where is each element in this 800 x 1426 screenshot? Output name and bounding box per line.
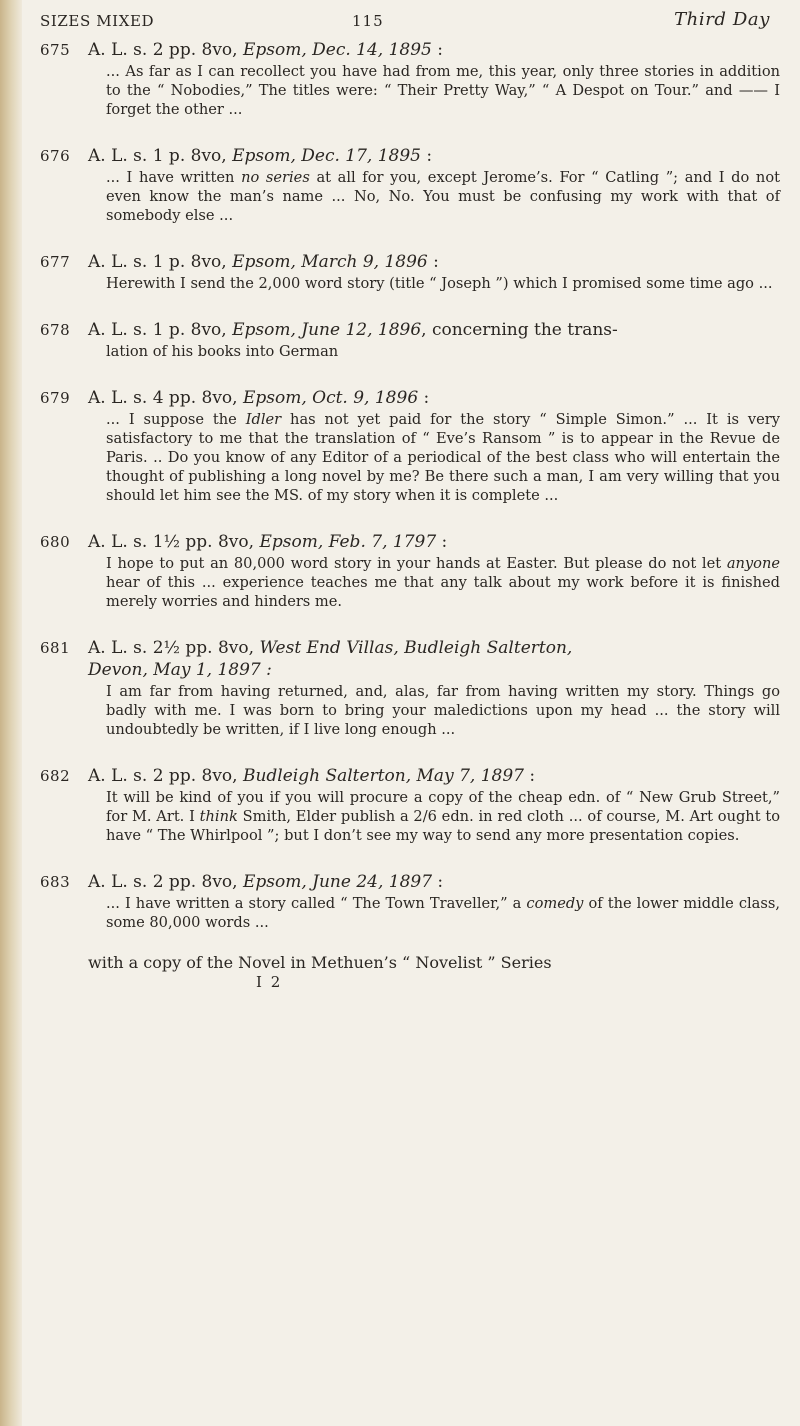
entry-excerpt bbox=[88, 410, 780, 505]
excerpt-text: It will be kind of you if you will procure a copy of the cheap edn. of “ New Grub Street,” for M. Art. I bbox=[106, 789, 780, 825]
entry-heading-suffix: : bbox=[523, 766, 536, 786]
entry-excerpt bbox=[88, 168, 780, 225]
entry-heading bbox=[88, 146, 780, 166]
catalogue-entry bbox=[40, 40, 780, 119]
entry-format: A. L. s. 1½ pp. 8vo, bbox=[88, 532, 260, 552]
lot-number: 676 bbox=[40, 147, 71, 165]
excerpt-text: ... I have written bbox=[106, 169, 242, 186]
catalogue-entry bbox=[40, 388, 780, 505]
entry-format: A. L. s. 2 pp. 8vo, bbox=[88, 872, 243, 892]
entry-excerpt bbox=[88, 894, 780, 932]
catalogue-entries bbox=[40, 40, 780, 991]
entry-place-date: Epsom, Feb. 7, 1797 bbox=[259, 532, 437, 552]
entry-heading bbox=[88, 388, 780, 408]
entry-heading bbox=[88, 532, 780, 552]
entry-heading-suffix: : bbox=[421, 146, 433, 166]
entry-heading bbox=[88, 40, 780, 60]
excerpt-emphasis: anyone bbox=[726, 555, 780, 572]
excerpt-text: of the lower middle class, some 80,000 words ... bbox=[106, 895, 781, 931]
excerpt-text: at all for you, except Jerome’s. For “ Catling ”; and I do not even know the man’s name ... No, No. You must be confusing my work with that of somebody else ... bbox=[106, 169, 780, 224]
entry-heading bbox=[88, 638, 780, 658]
entry-heading-suffix: : bbox=[418, 388, 430, 408]
excerpt-text: hear of this ... experience teaches me that any talk about my work before it is finished merely worries and hinders me. bbox=[106, 574, 780, 610]
entry-excerpt bbox=[88, 554, 780, 611]
excerpt-emphasis: comedy bbox=[526, 895, 584, 912]
entry-heading-line2 bbox=[88, 660, 780, 680]
lot-number: 682 bbox=[40, 767, 71, 785]
entry-heading bbox=[88, 320, 780, 340]
entry-format: A. L. s. 4 pp. 8vo, bbox=[88, 388, 243, 408]
entry-place-date: West End Villas, Budleigh Salterton, bbox=[259, 638, 573, 658]
lot-number: 683 bbox=[40, 873, 71, 891]
page-number: 115 bbox=[352, 12, 384, 30]
excerpt-text: Herewith I send the 2,000 word story (title “ Joseph ”) which I promised some time ago ... bbox=[106, 275, 773, 292]
excerpt-text: ... I suppose the bbox=[106, 411, 246, 428]
entry-place-date: Epsom, March 9, 1896 bbox=[232, 252, 428, 272]
entry-format: A. L. s. 1 p. 8vo, bbox=[88, 252, 233, 272]
entry-place-date: Epsom, June 24, 1897 bbox=[242, 872, 433, 892]
entry-format: A. L. s. 2 pp. 8vo, bbox=[88, 766, 243, 786]
lot-number: 678 bbox=[40, 321, 71, 339]
entry-continuation: with a copy of the Novel in Methuen’s “ Novelist ” Series bbox=[88, 953, 552, 972]
excerpt-emphasis: think bbox=[199, 808, 238, 825]
entry-place-date: Epsom, Dec. 14, 1895 bbox=[242, 40, 432, 60]
entry-format: A. L. s. 2½ pp. 8vo, bbox=[88, 638, 260, 658]
entry-excerpt bbox=[88, 682, 780, 739]
excerpt-emphasis: no series bbox=[241, 169, 310, 186]
entry-heading bbox=[88, 872, 780, 892]
excerpt-text: lation of his books into German bbox=[106, 343, 339, 360]
page-edge bbox=[0, 0, 22, 1426]
entry-format: A. L. s. 2 pp. 8vo, bbox=[88, 40, 243, 60]
entry-heading bbox=[88, 766, 780, 786]
entry-heading-suffix: : bbox=[431, 40, 444, 60]
entry-place-date: Budleigh Salterton, May 7, 1897 bbox=[242, 766, 524, 786]
catalogue-entry bbox=[40, 146, 780, 225]
entry-excerpt bbox=[88, 788, 780, 845]
excerpt-text: ... As far as I can recollect you have had from me, this year, only three stories in addition to the “ Nobodies,” The titles were: “ Their Pretty Way,” “ A Despot on Tour.” and —— I forget the other ... bbox=[106, 63, 780, 118]
excerpt-emphasis: Idler bbox=[245, 411, 282, 428]
entry-heading-suffix: : bbox=[427, 252, 439, 272]
lot-number: 680 bbox=[40, 533, 71, 551]
entry-place-date-cont: Devon, May 1, 1897 : bbox=[88, 660, 272, 680]
signature-mark: I 2 bbox=[256, 973, 283, 991]
entry-place-date: Epsom, June 12, 1896 bbox=[232, 320, 422, 340]
lot-number: 675 bbox=[40, 41, 71, 59]
lot-number: 681 bbox=[40, 639, 71, 657]
excerpt-text: Smith, Elder publish a 2/6 edn. in red cloth ... of course, M. Art ought to have “ The Whirlpool ”; but I don’t see my way to send any more presentation copies. bbox=[106, 808, 781, 844]
entry-excerpt bbox=[88, 342, 780, 361]
catalogue-entry bbox=[40, 638, 780, 739]
entry-heading-suffix: : bbox=[432, 872, 444, 892]
running-header bbox=[40, 6, 770, 36]
lot-number: 677 bbox=[40, 253, 71, 271]
catalogue-entry bbox=[40, 872, 780, 932]
catalogue-entry bbox=[40, 320, 780, 361]
entry-heading-suffix: , concerning the trans- bbox=[421, 320, 618, 340]
entry-excerpt bbox=[88, 62, 780, 119]
entry-excerpt bbox=[88, 274, 780, 293]
lot-number: 679 bbox=[40, 389, 71, 407]
catalogue-entry bbox=[40, 766, 780, 845]
entry-place-date: Epsom, Oct. 9, 1896 bbox=[242, 388, 419, 408]
entry-format: A. L. s. 1 p. 8vo, bbox=[88, 146, 233, 166]
excerpt-text: I am far from having returned, and, alas, far from having written my story. Things go badly with me. I was born to bring your maledictions upon my head ... the story will undoubtedly be written, if I live long enough ... bbox=[106, 683, 780, 738]
entry-heading-suffix: : bbox=[436, 532, 448, 552]
catalogue-entry bbox=[40, 532, 780, 611]
entry-place-date: Epsom, Dec. 17, 1895 bbox=[232, 146, 421, 166]
catalogue-entry bbox=[40, 252, 780, 293]
excerpt-text: has not yet paid for the story “ Simple Simon.” ... It is very satisfactory to me that the translation of “ Eve’s Ransom ” is to appear in the Revue de Paris. .. Do you know of any Editor of a periodical of the best class who will entertain the thought of publishing a long novel by me? Be there such a man, I am very willing that you should let him see the MS. of my story when it is complete ... bbox=[106, 411, 780, 504]
header-sale-day: Third Day bbox=[674, 9, 770, 30]
entry-format: A. L. s. 1 p. 8vo, bbox=[88, 320, 233, 340]
excerpt-text: I hope to put an 80,000 word story in your hands at Easter. But please do not let bbox=[106, 555, 727, 572]
header-section-title: SIZES MIXED bbox=[40, 12, 155, 30]
excerpt-text: ... I have written a story called “ The Town Traveller,” a bbox=[106, 895, 527, 912]
entry-heading bbox=[88, 252, 780, 272]
